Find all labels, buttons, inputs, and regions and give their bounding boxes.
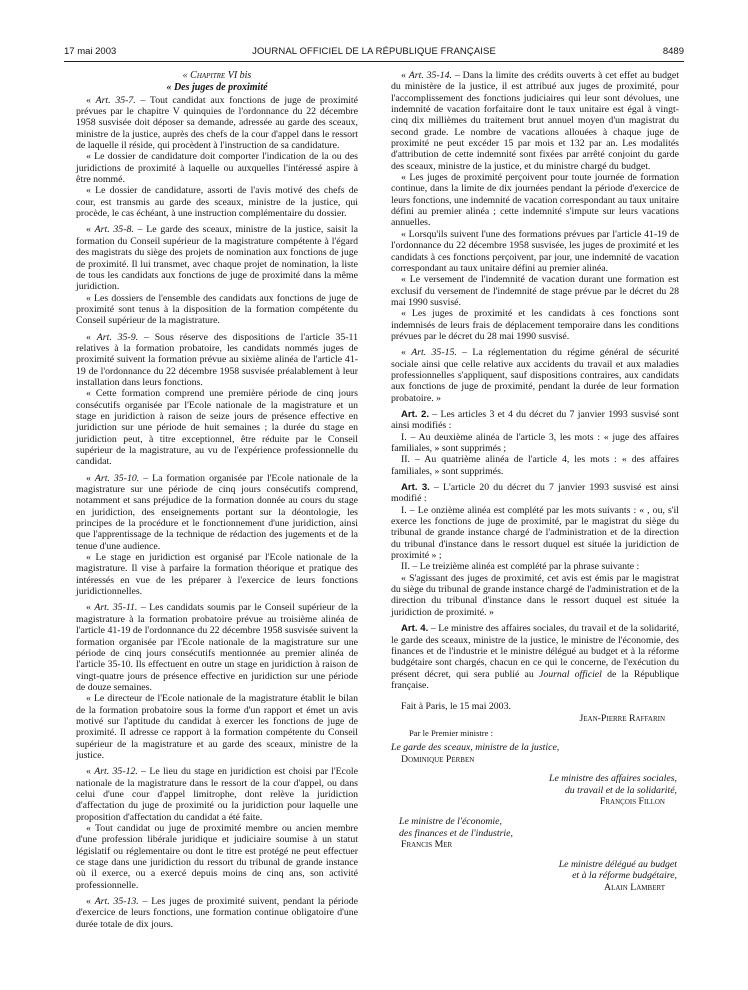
social-minister-name: François Fillon xyxy=(599,796,665,808)
paragraph: « Les juges de proximité et les candidats à ces fonctions sont indemnisés de leurs frais de déplacement temporaire dans les conditions prévues par le décret du 28 mai 1990 susvisé. xyxy=(391,308,679,342)
economy-minister: Le ministre de l'économie, des finances et de l'industrie, Francis Mer xyxy=(391,816,679,851)
signature-block xyxy=(391,701,679,893)
header-title: JOURNAL OFFICIEL DE LA RÉPUBLIQUE FRANÇAISE xyxy=(252,46,496,57)
paragraph: « Les dossiers de l'ensemble des candidats aux fonctions de juge de proximité sont tenus à la disposition de la formation compétente du Conseil supérieur de la magistrature. xyxy=(76,292,358,327)
paragraph: « Cette formation comprend une première période de cinq jours consécutifs organisée par l'Ecole nationale de la magistrature et un stage en juridiction à raison de seize jours de présence effective en juridiction sur une période de huit semaines ; la durée du stage en juridiction peut, à titre exceptionnel, être réduite par le Conseil supérieur de la magistrature, au vu de l'expérience professionnelle du candidat. xyxy=(76,388,358,468)
article-35-14: « Art. 35-14. – Dans la limite des crédits ouverts à cet effet au budget du ministère de la justice, il est attribué aux juges de proximité, pour l'accomplissement des fonctions judiciaires qui leur sont dévolues, une indemnité de vacation forfaitaire dont le taux unitaire est égal à vingt-cinq dix millièmes du traitement brut annuel moyen d'un magistrat du second grade. Le nombre de vacations allouées à chaque juge de proximité ne peut excéder 15 par mois et 132 par an. Les modalités d'attribution de cette indemnité sont fixées par arrêté conjoint du garde des sceaux, ministre de la justice, et du ministre chargé du budget. xyxy=(391,70,679,172)
left-column xyxy=(76,70,358,930)
article-4: Art. 4. – Le ministre des affaires sociales, du travail et de la solidarité, le garde des sceaux, ministre de la justice, le ministre de l'économie, des finances et de l'industrie et le ministre délégué au budget et à la réforme budgétaire sont chargés, chacun en ce qui le concerne, de l'exécution du présent décret, qui sera publié au Journal officiel de la République française. xyxy=(391,623,679,691)
page-header xyxy=(64,46,684,60)
social-minister: Le ministre des affaires sociales, du travail et de la solidarité, François Fillon xyxy=(391,773,679,808)
paragraph: I. – Au deuxième alinéa de l'article 3, les mots : « juge des affaires familiales, » sont supprimés ; xyxy=(391,431,679,454)
article-35-11: « Art. 35-11. – Les candidats soumis par le Conseil supérieur de la magistrature à la formation probatoire prévue au troisième alinéa de l'article 41-19 de l'ordonnance du 22 décembre 1958 susvisée suivent la formation organisée par l'Ecole nationale de la magistrature sur une période de cinq jours consécutifs mentionnée au premier alinéa de l'article 35-10. Ils effectuent en outre un stage en juridiction à raison de vingt-quatre jours de présence effective en juridiction sur une période de douze semaines. xyxy=(76,602,358,693)
paragraph: I. – Le onzième alinéa est complété par les mots suivants : « , ou, s'il exerce les fonctions de juge de proximité, par le magistrat du siège du tribunal de grande instance chargé de l'administration et de la direction du tribunal d'instance dans le ressort duquel est située la juridiction de proximité » ; xyxy=(391,504,679,562)
header-page-number: 8489 xyxy=(662,46,684,57)
article-35-12: « Art. 35-12. – Le lieu du stage en juridiction est choisi par l'Ecole nationale de la magistrature dans le ressort de la cour d'appel, ou dans celui d'une cour d'appel limitrophe, dont relève la juridiction d'affectation du juge de proximité ou la juridiction pour laquelle une proposition d'affectation du candidat a été faite. xyxy=(76,766,358,823)
budget-minister: Le ministre délégué au budget et à la réforme budgétaire, Alain Lambert xyxy=(391,859,679,894)
paragraph: « Lorsqu'ils suivent l'une des formations prévues par l'article 41-19 de l'ordonnance du 22 décembre 1958 susvisée, les juges de proximité et les candidats à ces fonctions perçoivent, par jour, une indemnité de vacation correspondant au taux unitaire défini au premier alinéa. xyxy=(391,228,679,274)
signature-date: Fait à Paris, le 15 mai 2003. xyxy=(401,701,511,713)
paragraph: « Le dossier de candidature doit comporter l'indication de la ou des juridictions de proximité à laquelle ou auxquelles l'intéressé aspire à être nommé. xyxy=(76,151,358,186)
article-35-15: « Art. 35-15. – La réglementation du régime général de sécurité sociale ainsi que celle relative aux accidents du travail et aux maladies professionnelles s'appliquent, sauf dispositions contraires, aux candidats aux fonctions de juge de proximité, pendant la durée de leur formation probatoire. » xyxy=(391,347,679,404)
paragraph: « Le dossier de candidature, assorti de l'avis motivé des chefs de cour, est transmis au garde des sceaux, ministre de la justice, qui procède, le cas échéant, à une instruction complémentaire du dossier. xyxy=(76,185,358,220)
article-35-7: « Art. 35-7. – Tout candidat aux fonctions de juge de proximité prévues par le chapitre V quinquies de l'ordonnance du 22 décembre 1958 susvisée doit déposer sa demande, adressée au garde des sceaux, ministre de la justice, auprès des chefs de la cour d'appel dans le ressort de laquelle il réside, qui procèdent à l'instruction de sa candidature. xyxy=(76,94,359,152)
chapter-heading: « Chapitre VI bis xyxy=(182,70,252,81)
article-35-13: « Art. 35-13. – Les juges de proximité suivent, pendant la période d'exercice de leurs fonctions, une formation continue obligatoire d'une durée totale de dix jours. xyxy=(76,896,358,930)
paragraph: « Le directeur de l'Ecole nationale de la magistrature établit le bilan de la formation probatoire sous la forme d'un rapport et émet un avis motivé sur l'aptitude du candidat à exercer les fonctions de juge de proximité. Il adresse ce rapport à la formation compétente du Conseil supérieur de la magistrature et au garde des sceaux, ministre de la justice. xyxy=(76,693,358,761)
paragraph: « Tout candidat ou juge de proximité membre ou ancien membre d'une profession libérale juridique et judiciaire soumise à un statut législatif ou réglementaire ou dont le titre est protégé ne peut effectuer ce stage dans une juridiction du ressort du tribunal de grande instance où il exerce, ou a exercé depuis moins de cinq ans, son activité professionnelle. xyxy=(76,823,358,891)
article-35-8: « Art. 35-8. – Le garde des sceaux, ministre de la justice, saisit la formation du Conseil supérieur de la magistrature compétente à l'égard des magistrats du siège des projets de nomination aux fonctions de juge de proximité. Il lui transmet, avec chaque projet de nomination, la liste de tous les candidats aux fonctions de juge de proximité dans la même juridiction. xyxy=(76,224,358,293)
paragraph: « Le versement de l'indemnité de vacation durant une formation est exclusif du versement de l'indemnité de stage prévue par le décret du 28 mai 1990 susvisé. xyxy=(391,274,679,308)
paragraph: II. – Le treizième alinéa est complété par la phrase suivante : xyxy=(401,561,640,573)
article-35-10: « Art. 35-10. – La formation organisée par l'Ecole nationale de la magistrature sur une période de cinq jours consécutifs comprend, notamment et sans préjudice de la formation donnée au cours du stage en juridiction, des enseignements portant sur la déontologie, les principes de la procédure et le fonctionnement d'une juridiction, ainsi que l'apprentissage de la technique de rédaction des jugements et de la tenue d'une audience. xyxy=(76,472,358,552)
by-prime-minister: Par le Premier ministre : xyxy=(409,728,494,739)
header-date: 17 mai 2003 xyxy=(64,46,117,57)
paragraph: II. – Au quatrième alinéa de l'article 4, les mots : « des affaires familiales, » sont supprimés. xyxy=(391,454,679,477)
paragraph: « Les juges de proximité perçoivent pour toute journée de formation continue, dans la limite de dix journées pendant la période d'exercice de leurs fonctions, une indemnité de vacation correspondant au taux unitaire défini au premier alinéa ; cette indemnité s'impute sur leurs vacations annuelles. xyxy=(391,172,679,229)
right-column xyxy=(391,70,679,894)
article-3: Art. 3. – L'article 20 du décret du 7 janvier 1993 susvisé est ainsi modifié : xyxy=(391,482,679,505)
budget-minister-name: Alain Lambert xyxy=(604,881,665,893)
paragraph: « Le stage en juridiction est organisé par l'Ecole nationale de la magistrature. Il vise à parfaire la formation théorique et pratique des intéressés en vue de les préparer à l'exercice de leurs fonctions juridictionnelles. xyxy=(76,552,358,598)
header-rule xyxy=(64,61,684,62)
justice-minister-name: Dominique Perben xyxy=(401,753,475,765)
section-heading: « Des juges de proximité xyxy=(166,82,268,94)
paragraph: « S'agissant des juges de proximité, cet avis est émis par le magistrat du siège du tribunal de grande instance chargé de l'administration et de la direction du tribunal d'instance dans le ressort duquel est située la juridiction de proximité. » xyxy=(391,572,679,618)
prime-minister-name: Jean-Pierre Raffarin xyxy=(579,712,665,724)
justice-minister-role: Le garde des sceaux, ministre de la justice, xyxy=(391,742,560,753)
article-2: Art. 2. – Les articles 3 et 4 du décret du 7 janvier 1993 susvisé sont ainsi modifiés : xyxy=(391,408,679,432)
article-35-9: « Art. 35-9. – Sous réserve des dispositions de l'article 35-11 relatives à la formation probatoire, les candidats nommés juges de proximité suivent la formation prévue au sixième alinéa de l'article 41-19 de l'ordonnance du 22 décembre 1958 susvisée préalablement à leur installation dans leurs fonctions. xyxy=(76,331,358,388)
economy-minister-name: Francis Mer xyxy=(401,839,453,851)
